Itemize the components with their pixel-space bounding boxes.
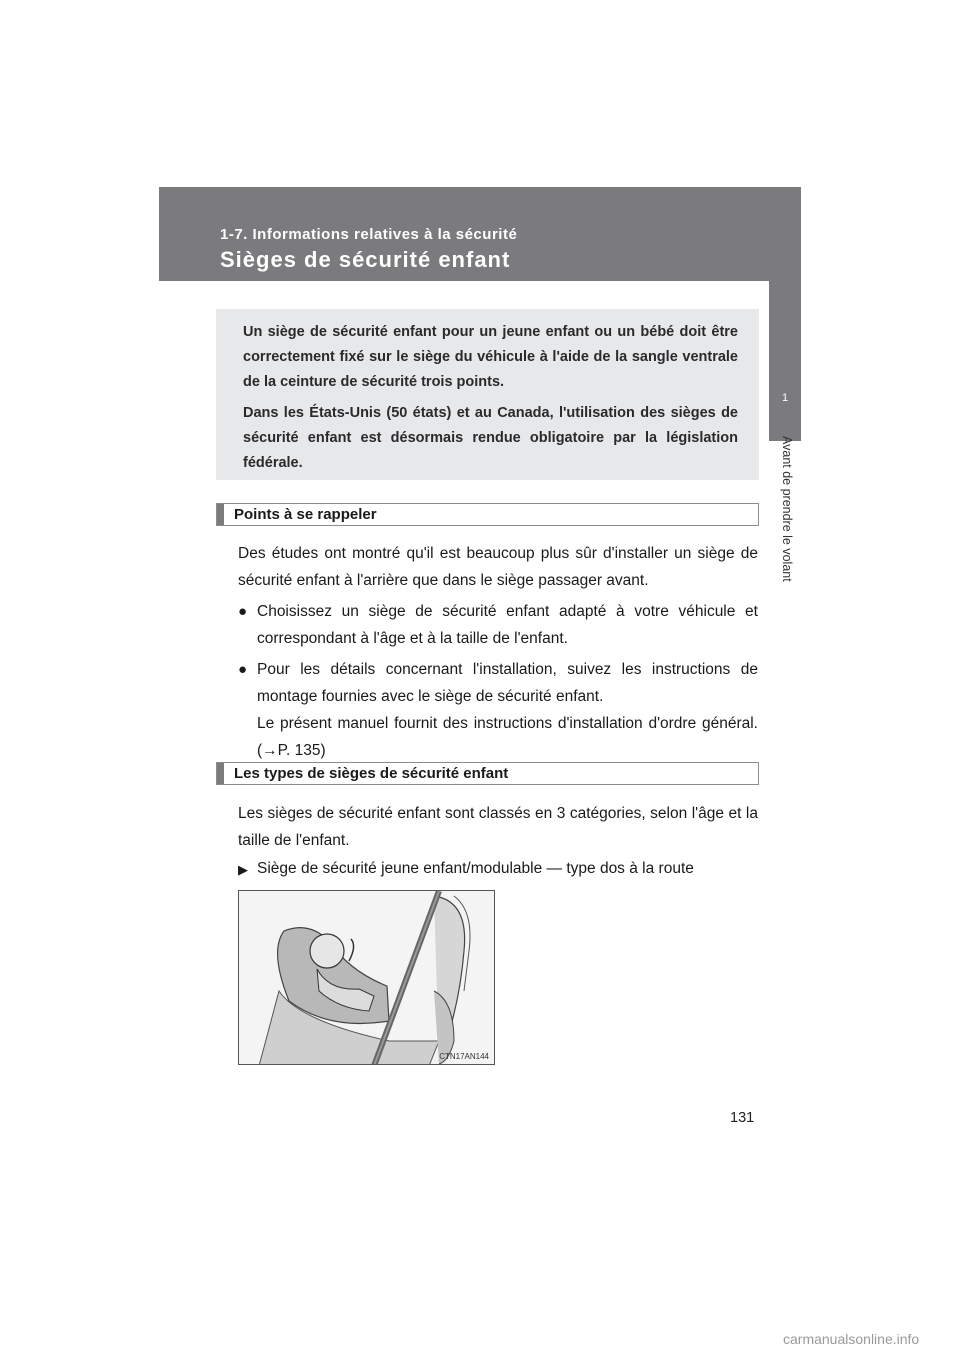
chapter-side-label: Avant de prendre le volant (780, 436, 794, 582)
section-label: 1-7. Informations relatives à la sécurité (220, 226, 518, 243)
section2-paragraph (238, 800, 758, 854)
arrow-item-text: Siège de sécurité jeune enfant/modulable — type dos à la route (257, 860, 694, 877)
chapter-number: 1 (781, 392, 789, 404)
watermark: carmanualsonline.info (783, 1331, 920, 1347)
child-seat-illustration (238, 890, 495, 1065)
intro-paragraph-1: Un siège de sécurité enfant pour un jeune enfant ou un bébé doit être correctement fixé sur le siège du véhicule à l'aide de la sangle ventrale de la ceinture de sécurité trois points. (243, 324, 738, 390)
bullet-item (238, 656, 758, 764)
intro-paragraph-2: Dans les États-Unis (50 états) et au Canada, l'utilisation des sièges de sécurité enfant est désormais rendue obligatoire par la législation fédérale. (243, 405, 738, 471)
section-heading-types (216, 762, 759, 785)
heading-bar (217, 504, 224, 525)
section1-text: Des études ont montré qu'il est beaucoup plus sûr d'installer un siège de sécurité enfant à l'arrière que dans le siège passager avant. (238, 545, 758, 589)
section-heading-points (216, 503, 759, 526)
heading-bar (217, 763, 224, 784)
section-heading-text: Points à se rappeler (234, 506, 377, 523)
bullet-item (238, 598, 758, 652)
bullet-text: Choisissez un siège de sécurité enfant adapté à votre véhicule et correspondant à l'âge et à la taille de l'enfant. (257, 603, 758, 647)
right-triangle-icon: ▶ (238, 862, 248, 877)
section2-text: Les sièges de sécurité enfant sont classés en 3 catégories, selon l'âge et la taille de l'enfant. (238, 805, 758, 849)
section-heading-text: Les types de sièges de sécurité enfant (234, 765, 509, 782)
section1-paragraph (238, 540, 758, 594)
page-number: 131 (730, 1110, 755, 1126)
page-title: Sièges de sécurité enfant (220, 247, 511, 272)
black-circle-icon: ● (238, 603, 248, 620)
arrow-item (238, 855, 758, 882)
figure-code: CTN17AN144 (439, 1052, 489, 1061)
bullet-text: Le présent manuel fournit des instructions d'installation d'ordre général. (→P. 135) (257, 715, 758, 759)
bullet-text: Pour les détails concernant l'installation, suivez les instructions de montage fournies avec le siège de sécurité enfant. (257, 661, 758, 705)
chapter-header (159, 187, 801, 281)
intro-box (216, 309, 759, 480)
chapter-tab (769, 187, 801, 441)
black-circle-icon: ● (238, 661, 248, 678)
rear-facing-seat-drawing (239, 891, 494, 1064)
